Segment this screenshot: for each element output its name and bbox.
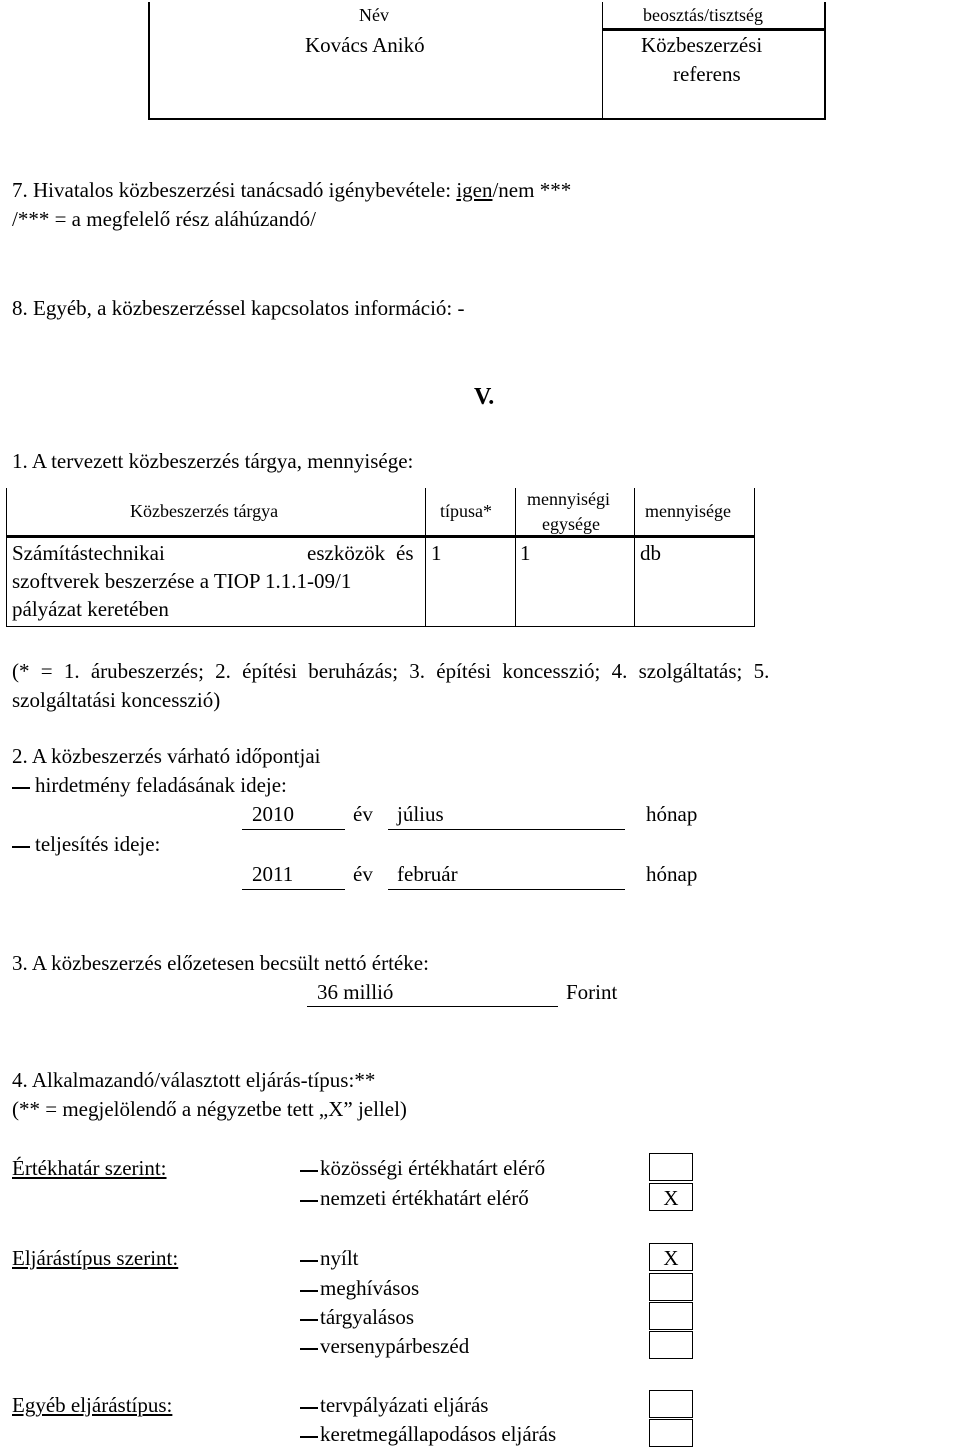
threshold-option-label: nemzeti értékhatárt elérő: [320, 1186, 529, 1210]
dash-bullet: [300, 1407, 318, 1409]
announce-month: július: [397, 802, 444, 826]
dash-bullet: [300, 1260, 318, 1262]
dash-bullet: [300, 1290, 318, 1292]
item3-value: 36 millió: [317, 980, 394, 1004]
item3-currency: Forint: [566, 980, 618, 1004]
row-subject-line3: pályázat keretében: [12, 597, 169, 621]
row-quantity: db: [640, 541, 661, 565]
threshold-checkbox[interactable]: [649, 1153, 693, 1181]
row-unit: 1: [520, 541, 531, 565]
completion-month-line: [388, 889, 625, 890]
dash-bullet: [300, 1200, 318, 1202]
dash-bullet: [300, 1170, 318, 1172]
completion-year-line: [242, 889, 345, 890]
type-legend-line1: (* = 1. árubeszerzés; 2. építési beruházás; 3. építési koncesszió; 4. szolgáltatás; 5.: [12, 659, 770, 683]
procedure-label: Eljárástípus szerint:: [12, 1246, 179, 1270]
procedure-checkbox[interactable]: [649, 1302, 693, 1330]
item3-title: 3. A közbeszerzés előzetesen becsült nettó értéke:: [12, 951, 429, 975]
announce-year-line: [242, 829, 345, 830]
other-procedure-label: Egyéb eljárástípus:: [12, 1393, 173, 1417]
header-unit-line2: egysége: [542, 514, 600, 534]
item7-note: /*** = a megfelelő rész aláhúzandó/: [12, 207, 316, 231]
position-header: beosztás/tisztség: [643, 5, 763, 25]
name-header: Név: [359, 5, 389, 25]
dash-bullet: [12, 846, 30, 848]
subject-table-divider: [515, 488, 516, 626]
procedure-checkbox[interactable]: [649, 1331, 693, 1359]
subject-table-divider: [634, 488, 635, 626]
header-subject: Közbeszerzés tárgya: [130, 501, 279, 521]
announce-label: hirdetmény feladásának ideje:: [35, 773, 287, 797]
announce-month-word: hónap: [646, 802, 698, 826]
contact-position-line1: Közbeszerzési: [641, 33, 763, 57]
dash-bullet: [300, 1436, 318, 1438]
other-checkbox[interactable]: [649, 1419, 693, 1447]
threshold-option-label: közösségi értékhatárt elérő: [320, 1156, 546, 1180]
table-divider: [602, 2, 603, 118]
header-rule: [602, 28, 824, 31]
procedure-option-label: nyílt: [320, 1246, 359, 1270]
other-option-label: keretmegállapodásos eljárás: [320, 1422, 557, 1446]
completion-year: 2011: [252, 862, 294, 886]
item7-suffix: /nem ***: [492, 178, 572, 202]
item4-note: (** = megjelölendő a négyzetbe tett „X” jellel): [12, 1097, 407, 1121]
completion-year-word: év: [353, 862, 373, 886]
type-legend-line2: szolgáltatási koncesszió): [12, 688, 221, 712]
procedure-option-label: meghívásos: [320, 1276, 420, 1300]
header-unit-line1: mennyiségi: [527, 489, 610, 509]
item8-text: 8. Egyéb, a közbeszerzéssel kapcsolatos információ: -: [12, 296, 465, 320]
item4-title: 4. Alkalmazandó/választott eljárás-típus:**: [12, 1068, 376, 1092]
item2-title: 2. A közbeszerzés várható időpontjai: [12, 744, 321, 768]
header-type: típusa*: [440, 501, 492, 521]
contact-name: Kovács Anikó: [305, 33, 425, 57]
completion-label: teljesítés ideje:: [35, 832, 161, 856]
row-subject-word1: Számítástechnikai: [12, 541, 165, 565]
dash-bullet: [300, 1319, 318, 1321]
dash-bullet: [300, 1348, 318, 1350]
threshold-label: Értékhatár szerint:: [12, 1156, 167, 1180]
announce-year: 2010: [252, 802, 294, 826]
row-subject-word3: és: [396, 541, 414, 565]
dash-bullet: [12, 787, 30, 789]
subject-table-header-rule: [7, 535, 754, 538]
procedure-checkbox[interactable]: [649, 1273, 693, 1301]
procedure-option-label: versenypárbeszéd: [320, 1334, 470, 1358]
threshold-checkbox[interactable]: X: [649, 1183, 693, 1211]
subject-table-divider: [425, 488, 426, 626]
section-heading: V.: [474, 384, 495, 410]
row-subject-word2: eszközök: [307, 541, 386, 565]
other-checkbox[interactable]: [649, 1390, 693, 1418]
item3-value-line: [307, 1006, 558, 1007]
item7-line: [12, 178, 571, 203]
row-type: 1: [431, 541, 442, 565]
contact-position-line2: referens: [673, 62, 741, 86]
completion-month: február: [397, 862, 458, 886]
procedure-option-label: tárgyalásos: [320, 1305, 415, 1329]
announce-month-line: [388, 829, 625, 830]
row-subject-line2: szoftverek beszerzése a TIOP 1.1.1-09/1: [12, 569, 352, 593]
completion-month-word: hónap: [646, 862, 698, 886]
other-option-label: tervpályázati eljárás: [320, 1393, 489, 1417]
header-quantity: mennyisége: [645, 501, 731, 521]
item7-option-yes: igen: [456, 178, 493, 202]
item1-title: 1. A tervezett közbeszerzés tárgya, mennyisége:: [12, 449, 414, 473]
procedure-checkbox[interactable]: X: [649, 1243, 693, 1271]
item7-prefix: 7. Hivatalos közbeszerzési tanácsadó igénybevétele:: [12, 178, 457, 202]
announce-year-word: év: [353, 802, 373, 826]
